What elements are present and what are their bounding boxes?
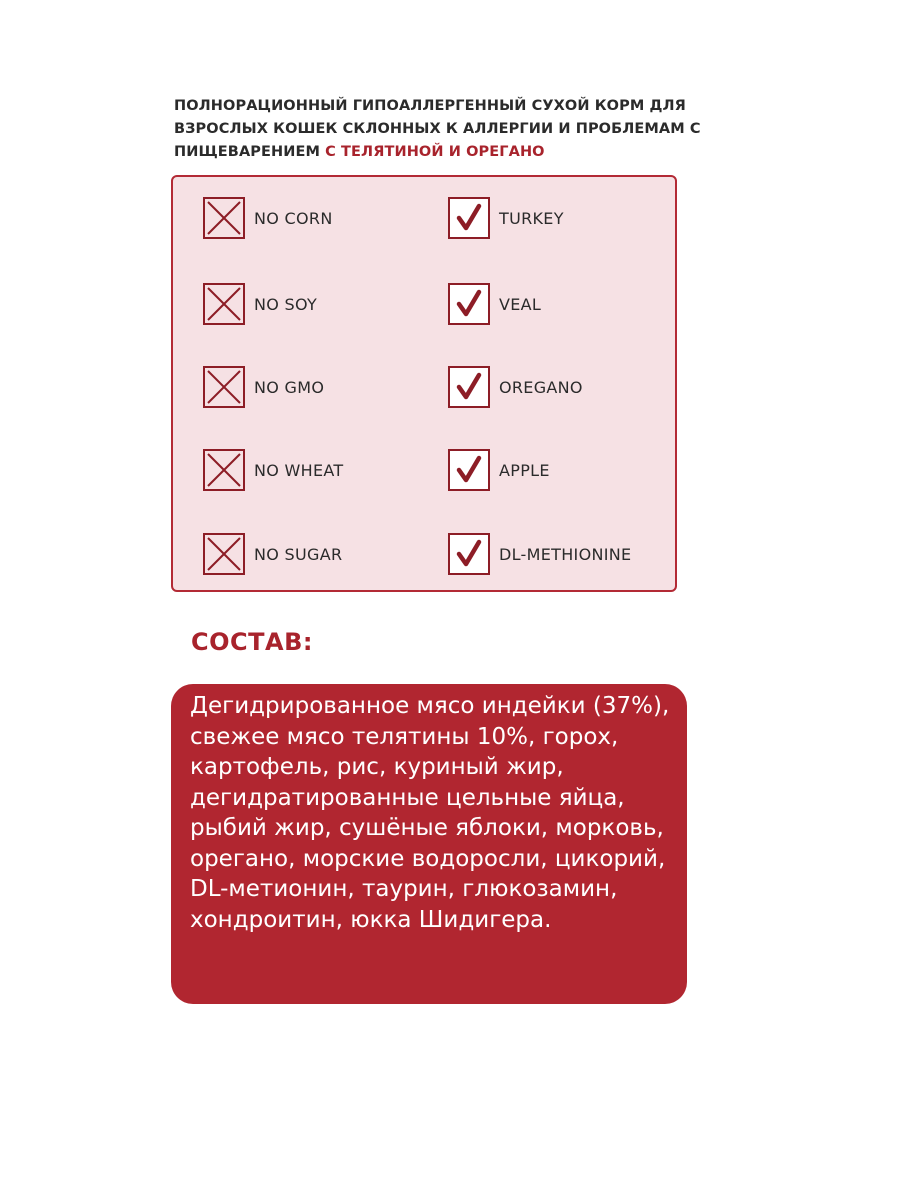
- checklist-item-label: OREGANO: [499, 377, 583, 397]
- checklist-item-dl-methionine: [448, 531, 631, 577]
- checklist-item-no-corn: [203, 195, 333, 241]
- x-mark-icon: [203, 449, 245, 491]
- checklist-item-label: NO SOY: [254, 294, 318, 314]
- checklist-item-label: VEAL: [499, 294, 542, 314]
- x-mark-icon: [203, 197, 245, 239]
- checklist-item-no-sugar: [203, 531, 342, 577]
- ingredient-checklist-panel: [171, 175, 677, 592]
- product-heading-accent: С ТЕЛЯТИНОЙ И ОРЕГАНО: [325, 144, 545, 160]
- check-mark-icon: [448, 533, 490, 575]
- checklist-item-apple: [448, 447, 550, 493]
- product-heading-main: ПОЛНОРАЦИОННЫЙ ГИПОАЛЛЕРГЕННЫЙ СУХОЙ КОРМ ДЛЯ ВЗРОСЛЫХ КОШЕК СКЛОННЫХ К АЛЛЕРГИИ И ПРОБЛЕМАМ С ПИЩЕВАРЕНИЕМ: [174, 98, 701, 160]
- checklist-item-label: NO WHEAT: [254, 460, 344, 480]
- x-mark-icon: [203, 366, 245, 408]
- composition-text: Дегидрированное мясо индейки (37%), свежее мясо телятины 10%, горох, картофель, рис, куриный жир, дегидратированные цельные яйца, рыбий жир, сушёные яблоки, морковь, орегано, морские водоросли, цикорий, DL-метионин, таурин, глюкозамин, хондроитин, юкка Шидигера.: [190, 693, 670, 933]
- checklist-item-label: DL-METHIONINE: [499, 544, 632, 564]
- composition-panel: [171, 684, 687, 1004]
- checklist-item-turkey: [448, 195, 564, 241]
- check-mark-icon: [448, 283, 490, 325]
- checklist-item-no-wheat: [203, 447, 344, 493]
- check-mark-icon: [448, 197, 490, 239]
- x-mark-icon: [203, 533, 245, 575]
- x-mark-icon: [203, 283, 245, 325]
- checklist-item-label: NO SUGAR: [254, 544, 343, 564]
- check-mark-icon: [448, 449, 490, 491]
- checklist-item-label: APPLE: [499, 460, 550, 480]
- checklist-item-no-soy: [203, 281, 317, 327]
- product-heading: [174, 95, 734, 164]
- checklist-item-veal: [448, 281, 541, 327]
- checklist-item-label: TURKEY: [499, 208, 564, 228]
- checklist-item-no-gmo: [203, 364, 324, 410]
- composition-title: СОСТАВ:: [191, 628, 313, 656]
- checklist-item-label: NO CORN: [254, 208, 333, 228]
- checklist-item-label: NO GMO: [254, 377, 325, 397]
- checklist-item-oregano: [448, 364, 583, 410]
- check-mark-icon: [448, 366, 490, 408]
